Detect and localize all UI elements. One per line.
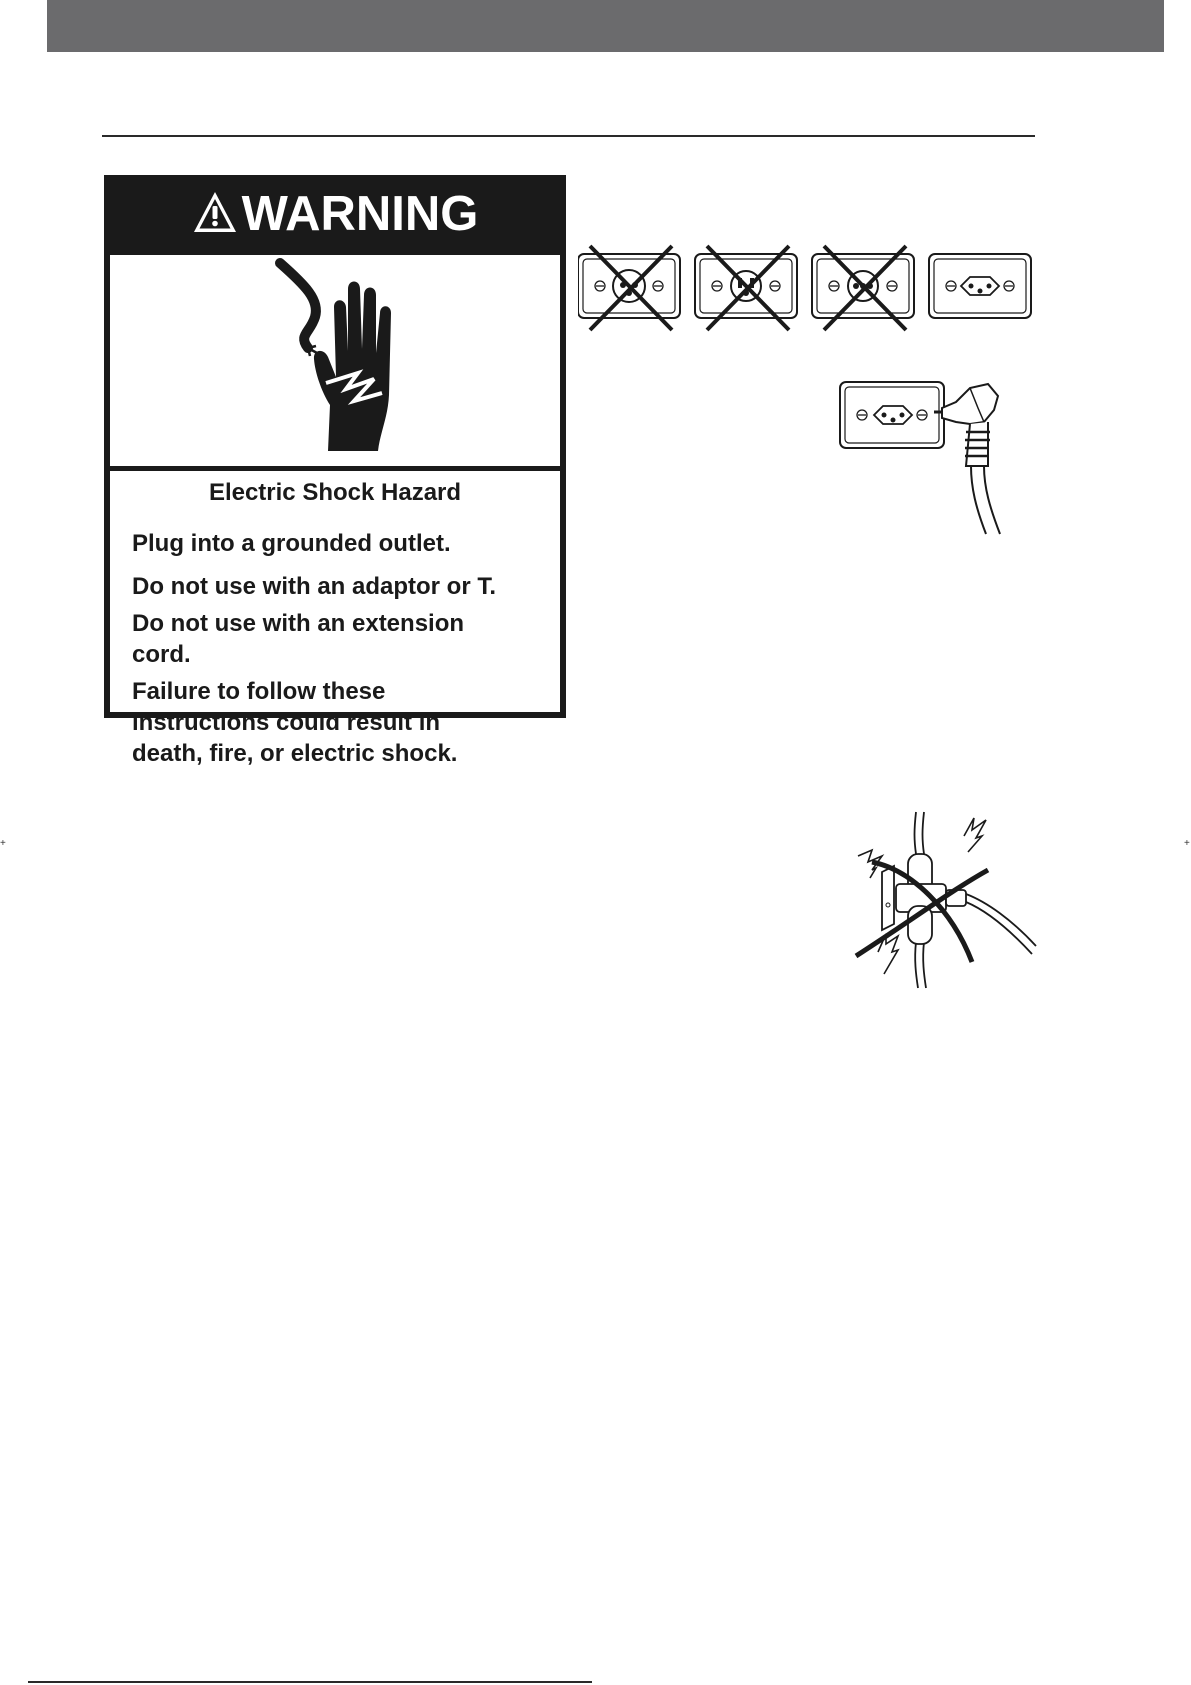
hazard-pictogram-panel bbox=[110, 255, 560, 466]
warning-line-adaptor: Do not use with an adaptor or T. bbox=[132, 573, 497, 600]
warning-triangle-icon bbox=[192, 190, 238, 234]
warning-line-extension: Do not use with an extension cord. bbox=[132, 610, 465, 668]
page-header-bar bbox=[47, 0, 1164, 52]
prohibited-t-adapter-icon bbox=[852, 810, 1038, 990]
electric-shock-hand-icon bbox=[110, 255, 560, 466]
prohibited-outlet-icon bbox=[695, 246, 797, 330]
prohibited-outlet-icon bbox=[578, 246, 680, 330]
warning-line-grounded: Plug into a grounded outlet. bbox=[132, 530, 451, 557]
registration-mark: + bbox=[0, 838, 6, 849]
outlet-comparison-figure bbox=[578, 238, 1038, 338]
approved-outlet-icon bbox=[929, 254, 1031, 318]
warning-header bbox=[104, 175, 566, 253]
hazard-title: Electric Shock Hazard bbox=[208, 479, 462, 506]
warning-title: WARNING bbox=[241, 187, 479, 241]
footer-rule bbox=[28, 1681, 592, 1683]
registration-mark: + bbox=[1184, 838, 1190, 849]
section-divider bbox=[102, 135, 1035, 137]
warning-label bbox=[104, 175, 566, 767]
prohibited-outlet-icon bbox=[812, 246, 914, 330]
plug-in-outlet-icon bbox=[838, 378, 1038, 538]
hazard-text-panel bbox=[110, 471, 560, 767]
warning-line-failure: Failure to follow these instructions could result in death, fire, or electric shock. bbox=[132, 678, 458, 767]
